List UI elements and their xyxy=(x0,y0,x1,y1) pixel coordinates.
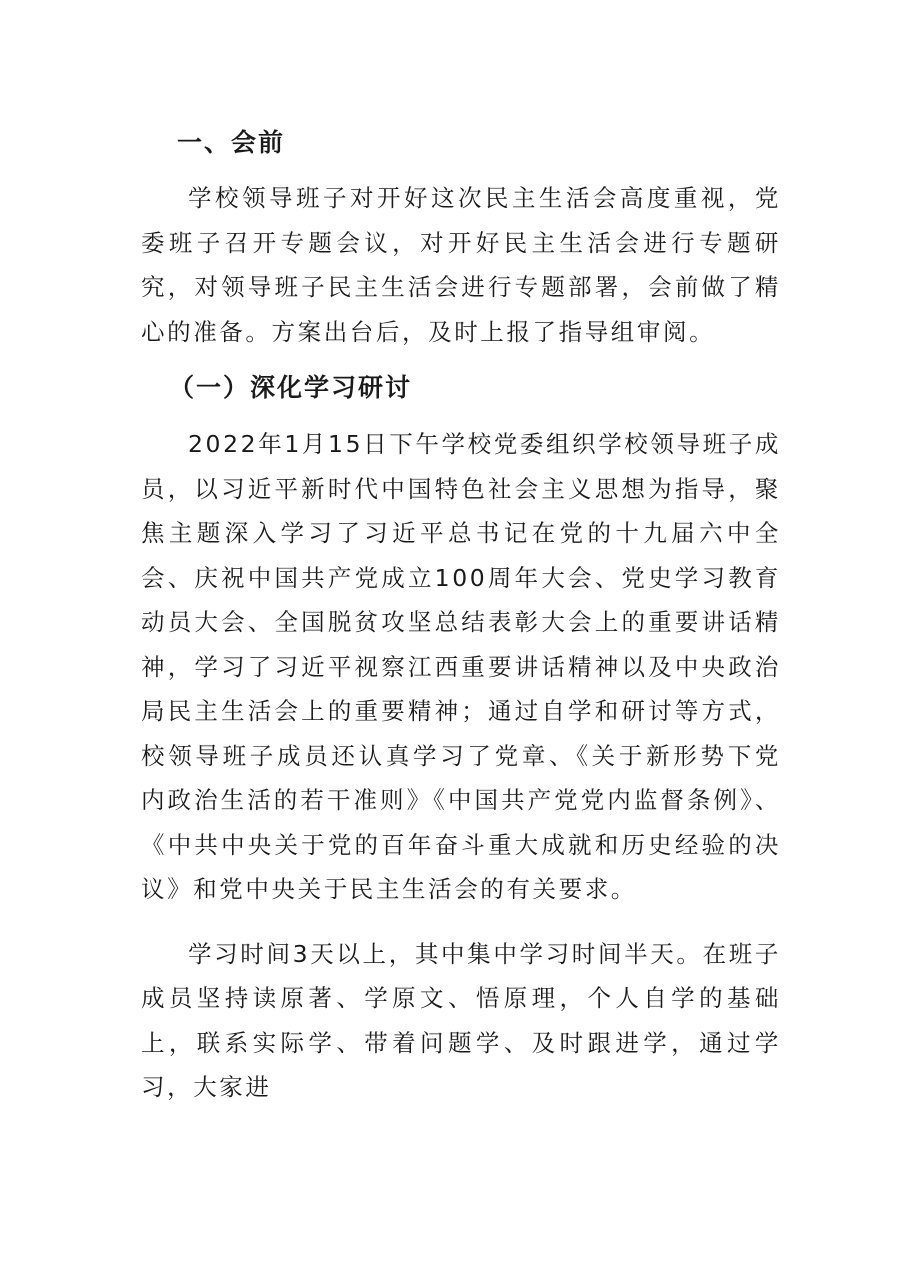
section-heading-deepen-study: （一）深化学习研讨 xyxy=(169,373,413,402)
paragraph-study-time: 学习时间3天以上，其中集中学习时间半天。在班子成员坚持读原著、学原文、悟原理，个人自学的基础上，联系实际学、带着问题学、及时跟进学，通过学习，大家进 xyxy=(141,939,781,1101)
section-heading-pre-meeting: 一、会前 xyxy=(177,128,286,157)
paragraph-study-session: 2022年1月15日下午学校党委组织学校领导班子成员，以习近平新时代中国特色社会主义思想为指导，聚焦主题深入学习了习近平总书记在党的十九届六中全会、庆祝中国共产党成立100周年大会、党史学习教育动员大会、全国脱贫攻坚总结表彰大会上的重要讲话精神，学习了习近平视察江西重要讲话精神以及中央政治局民主生活会上的重要精神；通过自学和研讨等方式，校领导班子成员还认真学习了党章、《关于新形势下党内政治生活的若干准则》《中国共产党党内监督条例》、《中共中央关于党的百年奋斗重大成就和历史经验的决议》和党中央关于民主生活会的有关要求。 xyxy=(141,430,781,903)
paragraph-pre-meeting: 学校领导班子对开好这次民主生活会高度重视，党委班子召开专题会议，对开好民主生活会进行专题研究，对领导班子民主生活会进行专题部署，会前做了精心的准备。方案出台后，及时上报了指导组审阅。 xyxy=(141,184,781,346)
document-body xyxy=(141,124,781,1110)
